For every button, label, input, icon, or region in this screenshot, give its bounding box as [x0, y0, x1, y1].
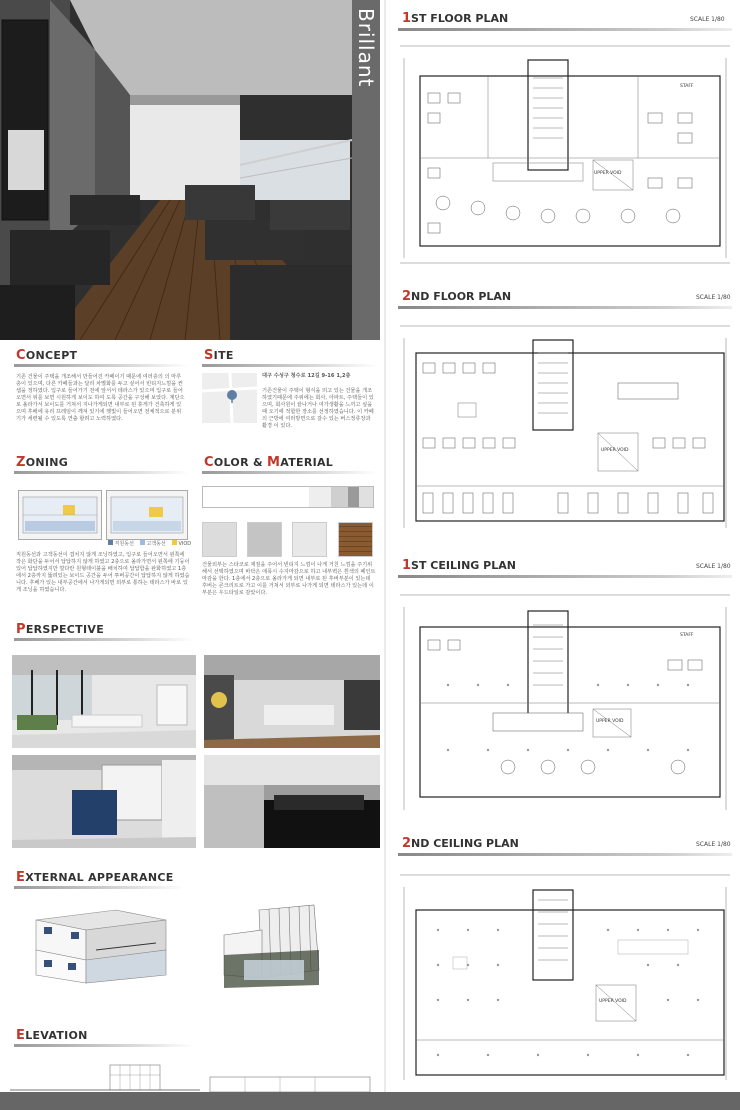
legend-staff: 직원동선	[108, 540, 134, 547]
external-rule	[14, 886, 184, 889]
color-material-rule	[202, 471, 377, 474]
plan-4-drawing	[398, 865, 732, 1087]
zoning-plan-2	[106, 490, 188, 540]
plan-3-title: 1ST CEILING PLAN	[402, 558, 516, 573]
material-epoxy	[292, 522, 327, 557]
elevation-heading: ELEVATION	[16, 1028, 88, 1043]
concept-heading	[16, 348, 77, 363]
hero-render	[0, 0, 380, 340]
site-heading-cap: S	[204, 348, 214, 363]
plan-2-void-label: UPPER VOID	[601, 448, 629, 453]
brand-title: Brillant	[354, 8, 378, 88]
plan-4-void-label: UPPER VOID	[599, 999, 627, 1004]
plan-3-staff-label: STAFF	[680, 633, 694, 638]
zoning-plan-1	[18, 490, 102, 540]
palette-swatch-5	[359, 487, 373, 507]
plan-3-rule	[398, 575, 732, 578]
legend-void: VIOD	[172, 540, 191, 547]
zoning-heading-cap: Z	[16, 455, 26, 470]
site-map	[202, 373, 257, 423]
zoning-legend	[108, 540, 191, 547]
palette-swatch-1	[203, 487, 309, 507]
exterior-render-1	[26, 905, 172, 985]
palette-swatch-4	[348, 487, 359, 507]
color-palette	[202, 486, 374, 508]
plan-4-rule	[398, 853, 732, 856]
color-material-text: 건물외부는 스타코로 재질을 주어서 빈티지 느낌이 나게 거친 느낌을 주기위해서 선택하였으며 바닥은 애폭시 수지마감으로 하고 내부벽은 흰색의 페인트 마감을 한다. 1층에서 2층으로 올라가게 되면 내부로 된 후버부분이 있는데 후버는 콘크리트로 가고 이를 거쳐서 외부로 나가게 되면 테라스가 있는데 이 부분은 우드타일로 감았이다.	[202, 562, 376, 596]
external-heading: EXTERNAL APPEARANCE	[16, 870, 174, 885]
plan-2-drawing	[398, 318, 732, 530]
plan-1-title: 1ST FLOOR PLAN	[402, 11, 509, 26]
plan-2-title: 2ND FLOOR PLAN	[402, 289, 512, 304]
exterior-render-2	[214, 900, 334, 1000]
plan-4-title: 2ND CEILING PLAN	[402, 836, 519, 851]
plan-1-drawing	[398, 38, 732, 270]
perspective-render-3	[12, 755, 196, 848]
material-stucco	[202, 522, 237, 557]
site-rule	[202, 364, 377, 367]
site-address: 대구 수성구 청수로 12길 9-16 1,2층	[262, 373, 351, 379]
column-divider	[384, 0, 386, 1110]
site-heading	[204, 348, 234, 363]
plan-3-drawing	[398, 585, 732, 817]
zoning-heading-rest: ONING	[25, 456, 69, 469]
plan-1-staff-label: STAFF	[680, 84, 694, 89]
site-text: 기존건물이 주택이 형식을 띄고 있는 건물을 개조하였기때문에 주위에는 회사, 아파트, 주택들이 있으며, 회사원이 끝나거나 여가생활을 느끼고 싶을때 오기에 적합한 장소를 선정하였습니다. 이 카페의 근방에 여러방면으로 갈수 있는 버스정류장과 활경 이 있다.	[262, 388, 374, 429]
legend-customer: 고객동선	[140, 540, 166, 547]
zoning-heading	[16, 455, 68, 470]
material-wood	[338, 522, 373, 557]
concept-heading-cap: C	[16, 348, 26, 363]
concept-heading-rest: ONCEPT	[25, 349, 78, 362]
concept-text: 기존 건물이 주택을 개조해서 만들어진 카페이기 때문에 여러층의 의 마루층이 있으며, 다른 카페들과는 달리 차별화를 두고 싶어서 빈티지느낌을 컨셉을 정하였다. 입구로 들어가기 전에 앞서서 테라스가 있으며 입구로 들어오면서 위를 보면 시원하게 보이도 하여 도록 공간을 구성해 보았다. 계단으로 올라가서 보이도를 거쳐서 지나가게되면 내부로 된 휴게가 건축하게 있으며 후배에 유리 프레임이 깨져 있기에 햇빛이 들어오면 전체적으로 분위기가 세련될 수 있도록 연출 할려고 노력하였다.	[16, 374, 185, 422]
perspective-rule	[14, 638, 194, 641]
plan-2-scale: SCALE 1/80	[696, 294, 731, 301]
plan-1-scale: SCALE 1/80	[690, 16, 725, 23]
zoning-text: 직원동선과 고객동선이 겹치지 않게 조닝하였고, 입구로 들어오면서 왼쪽에 작은 화단을 두어서 답답하지 않게 하였고 2층으로 올라가면서 왼쪽에 기둥이 있어 답답하였지만 깔다란 원형테이블을 배치하여 답답함을 완화하였고 1층에서 2층까지 뚫려있는 보이드 공간을 두어 투버공간이 답답하지 않게 하였습니다. 후베가 있는 내부공간에서 나가게되면 외부로 통하는 테라스가 바로 있게 조닝을 하였습니다.	[16, 552, 190, 593]
zoning-rule	[14, 471, 189, 474]
plan-3-scale: SCALE 1/80	[696, 563, 731, 570]
elevation-drawing-1	[10, 1060, 200, 1092]
perspective-render-2	[204, 655, 380, 748]
palette-swatch-3	[331, 487, 349, 507]
color-material-heading: COLOR & MATERIAL	[204, 455, 334, 470]
perspective-render-1	[12, 655, 196, 748]
concept-rule	[14, 364, 189, 367]
material-concrete	[247, 522, 282, 557]
plan-3-void-label: UPPER VOID	[596, 719, 624, 724]
elevation-rule	[14, 1044, 194, 1047]
perspective-render-4	[204, 755, 380, 848]
plan-4-scale: SCALE 1/80	[696, 841, 731, 848]
plan-2-rule	[398, 306, 732, 309]
footer-bar	[0, 1092, 740, 1110]
palette-swatch-2	[309, 487, 330, 507]
plan-1-rule	[398, 28, 732, 31]
perspective-heading: PERSPECTIVE	[16, 622, 105, 637]
elevation-drawing-2	[205, 1075, 375, 1092]
site-heading-rest: ITE	[213, 349, 234, 362]
plan-1-void-label: UPPER VOID	[594, 171, 622, 176]
